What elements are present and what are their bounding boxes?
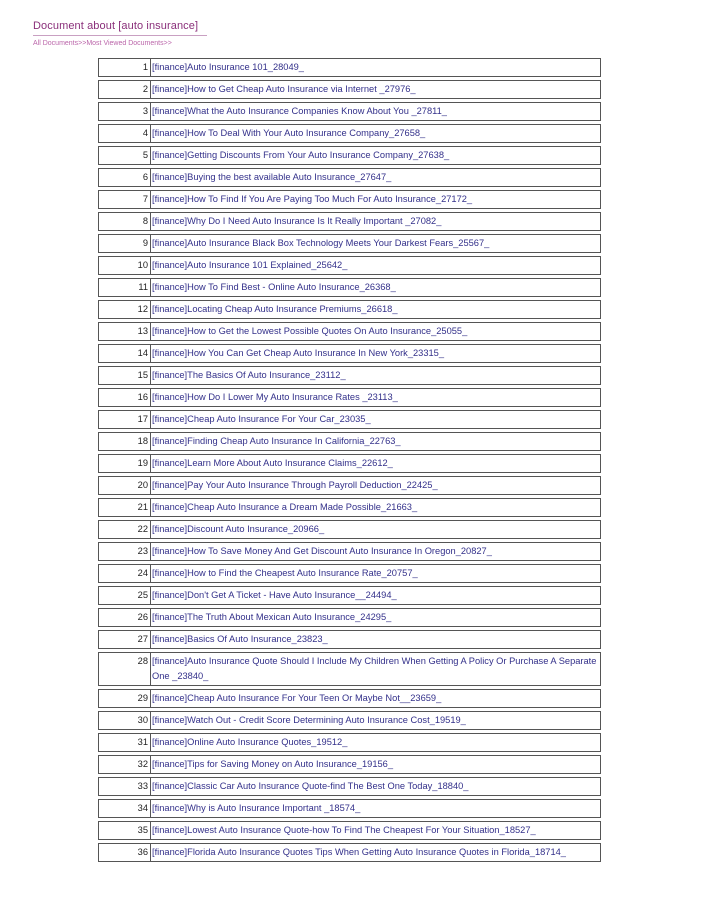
document-link[interactable]: [finance]Why is Auto Insurance Important _18574_ — [152, 803, 361, 813]
document-row — [99, 59, 601, 77]
document-row — [99, 778, 601, 796]
document-rank: 23 — [99, 543, 151, 561]
document-cell — [151, 345, 601, 363]
document-row — [99, 712, 601, 730]
document-cell — [151, 565, 601, 583]
document-link[interactable]: [finance]Auto Insurance Quote Should I Include My Children When Getting A Policy Or Purchase A Separate One _23840_ — [152, 656, 597, 681]
document-row — [99, 499, 601, 517]
document-row — [99, 81, 601, 99]
document-cell — [151, 411, 601, 429]
document-link[interactable]: [finance]How To Deal With Your Auto Insurance Company_27658_ — [152, 128, 426, 138]
document-row — [99, 433, 601, 451]
document-cell — [151, 433, 601, 451]
document-link[interactable]: [finance]Watch Out - Credit Score Determining Auto Insurance Cost_19519_ — [152, 715, 466, 725]
document-link[interactable]: [finance]Tips for Saving Money on Auto Insurance_19156_ — [152, 759, 394, 769]
document-rank: 24 — [99, 565, 151, 583]
document-cell — [151, 81, 601, 99]
document-link[interactable]: [finance]Getting Discounts From Your Auto Insurance Company_27638_ — [152, 150, 450, 160]
document-row — [99, 631, 601, 649]
document-row — [99, 756, 601, 774]
document-cell — [151, 257, 601, 275]
document-link[interactable]: [finance]Why Do I Need Auto Insurance Is It Really Important _27082_ — [152, 216, 442, 226]
document-cell — [151, 543, 601, 561]
document-rank: 9 — [99, 235, 151, 253]
document-link[interactable]: [finance]Cheap Auto Insurance a Dream Made Possible_21663_ — [152, 502, 418, 512]
page-header — [33, 20, 207, 48]
document-cell — [151, 301, 601, 319]
document-row — [99, 345, 601, 363]
document-link[interactable]: [finance]The Basics Of Auto Insurance_23112_ — [152, 370, 346, 380]
document-cell — [151, 756, 601, 774]
document-rank: 19 — [99, 455, 151, 473]
document-rank: 2 — [99, 81, 151, 99]
document-link[interactable]: [finance]Locating Cheap Auto Insurance Premiums_26618_ — [152, 304, 398, 314]
document-row — [99, 690, 601, 708]
breadcrumb-trailing-separator: >> — [163, 40, 172, 47]
document-list-body — [99, 59, 601, 862]
document-rank: 31 — [99, 734, 151, 752]
document-link[interactable]: [finance]Cheap Auto Insurance For Your Teen Or Maybe Not__23659_ — [152, 693, 442, 703]
document-row — [99, 653, 601, 686]
document-row — [99, 587, 601, 605]
document-rank: 4 — [99, 125, 151, 143]
document-link[interactable]: [finance]How To Find If You Are Paying Too Much For Auto Insurance_27172_ — [152, 194, 473, 204]
document-link[interactable]: [finance]Buying the best available Auto Insurance_27647_ — [152, 172, 392, 182]
document-rank: 17 — [99, 411, 151, 429]
document-link[interactable]: [finance]What the Auto Insurance Companies Know About You _27811_ — [152, 106, 447, 116]
document-rank: 10 — [99, 257, 151, 275]
document-rank: 34 — [99, 800, 151, 818]
title-underline — [33, 35, 207, 36]
document-rank: 8 — [99, 213, 151, 231]
document-link[interactable]: [finance]How to Get the Lowest Possible Quotes On Auto Insurance_25055_ — [152, 326, 468, 336]
document-cell — [151, 822, 601, 840]
document-rank: 27 — [99, 631, 151, 649]
document-link[interactable]: [finance]How to Get Cheap Auto Insurance via Internet _27976_ — [152, 84, 416, 94]
document-cell — [151, 690, 601, 708]
document-rank: 1 — [99, 59, 151, 77]
document-link[interactable]: [finance]Auto Insurance 101_28049_ — [152, 62, 304, 72]
document-row — [99, 521, 601, 539]
document-row — [99, 191, 601, 209]
document-list — [98, 58, 601, 862]
document-link[interactable]: [finance]The Truth About Mexican Auto Insurance_24295_ — [152, 612, 392, 622]
document-link[interactable]: [finance]Cheap Auto Insurance For Your Car_23035_ — [152, 414, 371, 424]
document-cell — [151, 235, 601, 253]
document-row — [99, 279, 601, 297]
document-cell — [151, 800, 601, 818]
document-rank: 29 — [99, 690, 151, 708]
document-row — [99, 609, 601, 627]
document-cell — [151, 213, 601, 231]
document-cell — [151, 631, 601, 649]
document-link[interactable]: [finance]Classic Car Auto Insurance Quote-find The Best One Today_18840_ — [152, 781, 469, 791]
document-rank: 15 — [99, 367, 151, 385]
document-rank: 21 — [99, 499, 151, 517]
document-cell — [151, 389, 601, 407]
document-link[interactable]: [finance]Florida Auto Insurance Quotes Tips When Getting Auto Insurance Quotes in Florida_18714_ — [152, 847, 566, 857]
document-cell — [151, 125, 601, 143]
document-row — [99, 213, 601, 231]
document-cell — [151, 455, 601, 473]
document-rank: 11 — [99, 279, 151, 297]
breadcrumb — [33, 39, 207, 48]
document-cell — [151, 734, 601, 752]
document-rank: 3 — [99, 103, 151, 121]
document-row — [99, 169, 601, 187]
document-row — [99, 844, 601, 862]
document-row — [99, 800, 601, 818]
document-row — [99, 389, 601, 407]
document-cell — [151, 712, 601, 730]
document-cell — [151, 103, 601, 121]
document-row — [99, 367, 601, 385]
document-link[interactable]: [finance]Auto Insurance Black Box Technology Meets Your Darkest Fears_25567_ — [152, 238, 490, 248]
document-row — [99, 411, 601, 429]
document-rank: 28 — [99, 653, 151, 686]
document-link[interactable]: [finance]How You Can Get Cheap Auto Insurance In New York_23315_ — [152, 348, 445, 358]
document-link[interactable]: [finance]How To Save Money And Get Discount Auto Insurance In Oregon_20827_ — [152, 546, 492, 556]
document-cell — [151, 778, 601, 796]
document-cell — [151, 844, 601, 862]
document-row — [99, 147, 601, 165]
document-rank: 30 — [99, 712, 151, 730]
document-rank: 6 — [99, 169, 151, 187]
document-row — [99, 323, 601, 341]
document-row — [99, 455, 601, 473]
breadcrumb-separator: >> — [78, 40, 87, 47]
document-cell — [151, 477, 601, 495]
document-cell — [151, 653, 601, 686]
document-rank: 36 — [99, 844, 151, 862]
document-rank: 13 — [99, 323, 151, 341]
document-row — [99, 477, 601, 495]
document-link[interactable]: [finance]How to Find the Cheapest Auto Insurance Rate_20757_ — [152, 568, 418, 578]
document-rank: 12 — [99, 301, 151, 319]
document-rank: 32 — [99, 756, 151, 774]
document-link[interactable]: [finance]Pay Your Auto Insurance Through Payroll Deduction_22425_ — [152, 480, 438, 490]
document-rank: 5 — [99, 147, 151, 165]
document-rank: 14 — [99, 345, 151, 363]
document-link[interactable]: [finance]Finding Cheap Auto Insurance In California_22763_ — [152, 436, 401, 446]
document-link[interactable]: [finance]Learn More About Auto Insurance Claims_22612_ — [152, 458, 393, 468]
document-row — [99, 734, 601, 752]
document-row — [99, 301, 601, 319]
document-cell — [151, 279, 601, 297]
document-cell — [151, 499, 601, 517]
document-link[interactable]: [finance]How Do I Lower My Auto Insurance Rates _23113_ — [152, 392, 398, 402]
breadcrumb-most-viewed[interactable]: Most Viewed Documents — [86, 40, 164, 47]
document-rank: 35 — [99, 822, 151, 840]
document-rank: 20 — [99, 477, 151, 495]
document-rank: 26 — [99, 609, 151, 627]
document-row — [99, 103, 601, 121]
document-cell — [151, 59, 601, 77]
page-title: Document about [auto insurance] — [33, 20, 199, 32]
document-link[interactable]: [finance]Basics Of Auto Insurance_23823_ — [152, 634, 328, 644]
document-rank: 7 — [99, 191, 151, 209]
document-cell — [151, 367, 601, 385]
document-cell — [151, 521, 601, 539]
document-rank: 25 — [99, 587, 151, 605]
document-row — [99, 565, 601, 583]
document-link[interactable]: [finance]Auto Insurance 101 Explained_25642_ — [152, 260, 348, 270]
document-cell — [151, 323, 601, 341]
document-cell — [151, 191, 601, 209]
document-cell — [151, 587, 601, 605]
document-cell — [151, 169, 601, 187]
document-rank: 16 — [99, 389, 151, 407]
document-rank: 18 — [99, 433, 151, 451]
document-cell — [151, 609, 601, 627]
document-row — [99, 543, 601, 561]
document-link[interactable]: [finance]Don't Get A Ticket - Have Auto Insurance__24494_ — [152, 590, 397, 600]
document-row — [99, 125, 601, 143]
document-link[interactable]: [finance]How To Find Best - Online Auto Insurance_26368_ — [152, 282, 396, 292]
document-row — [99, 235, 601, 253]
document-link[interactable]: [finance]Lowest Auto Insurance Quote-how To Find The Cheapest For Your Situation_18527_ — [152, 825, 536, 835]
document-row — [99, 822, 601, 840]
document-link[interactable]: [finance]Online Auto Insurance Quotes_19512_ — [152, 737, 348, 747]
document-cell — [151, 147, 601, 165]
document-link[interactable]: [finance]Discount Auto Insurance_20966_ — [152, 524, 325, 534]
document-rank: 33 — [99, 778, 151, 796]
document-rank: 22 — [99, 521, 151, 539]
breadcrumb-all-documents[interactable]: All Documents — [33, 40, 79, 47]
document-row — [99, 257, 601, 275]
